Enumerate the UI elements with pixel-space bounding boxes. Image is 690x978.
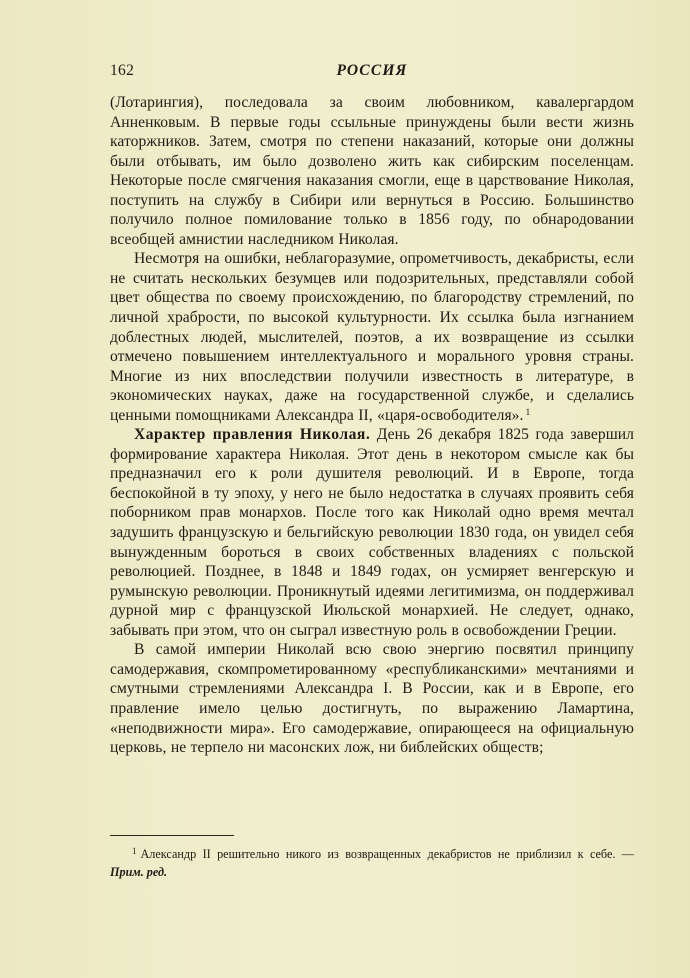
paragraph-1-text: (Лотарингия), последовала за своим любовником, кавалергардом Анненковым. В первые годы ссыльные принуждены были вести жизнь каторжников. Затем, смотря по степени наказаний, которые они должны были отбывать, им было дозволено жить как сибирским поселенцам. Некоторые после смягчения наказания смогли, еще в царствование Николая, поступить на службу в Сибири или вернуться в Россию. Большинство получило полное помилование только в 1856 году, по обнародовании всеобщей амнистии наследником Николая. <box>110 94 634 248</box>
paragraph-4 <box>110 640 634 757</box>
paragraph-3-text: День 26 декабря 1825 года завершил формирование характера Николая. Этот день в некотором смысле как бы предназначил его к роли душителя революций. И в Европе, тогда беспокойной в ту эпоху, у него не было недостатка в случаях проявить себя поборником прав монархов. После того как Николай одно время мечтал задушить французскую и бельгийскую революции 1830 года, он увидел себя вынужденным бороться в своих собственных владениях с польской революцией. Позднее, в 1848 и 1849 годах, он усмиряет венгерскую и румынскую революции. Проникнутый идеями легитимизма, он поддерживал дурной мир с французской Июльской монархией. Не следует, однако, забывать при этом, что он сыграл известную роль в освобождении Греции. <box>110 426 634 639</box>
paragraph-4-text: В самой империи Николай всю свою энергию посвятил принципу самодержавия, скомпрометированному «республиканскими» мечтаниями и смутными стремлениями Александра I. В России, как и в Европе, его правление имело целью достигнуть, по выражению Ламартина, «неподвижности мира». Его самодержавие, опирающееся на официальную церковь, не терпело ни масонских лож, ни библейских обществ; <box>110 641 634 757</box>
running-title: РОССИЯ <box>336 62 408 79</box>
footnote-mark: 1 <box>132 846 137 856</box>
footnote-text: Александр II решительно никого из возвращенных декабристов не приблизил к себе. — <box>140 847 634 861</box>
paragraph-2-text: Несмотря на ошибки, неблагоразумие, опрометчивость, декабристы, если не считать нескольких безумцев или подозрительных, представляли собой цвет общества по своему происхождению, по благородству стремлений, по личной храбрости, по высокой культурности. Их ссылка была изгнанием доблестных людей, мыслителей, поэтов, а их возвращение из ссылки отмечено повышением интеллектуального и морального уровня страны. Многие из них впоследствии получили известность в литературе, в экономических науках, даже на государственной службе, и сделались ценными помощниками Александра II, «царя-освободителя». <box>110 250 634 424</box>
footnote-reference: 1 <box>525 407 531 418</box>
footnote-signature: Прим. ред. <box>110 865 168 879</box>
section-heading: Характер правления Николая. <box>134 426 371 444</box>
paragraph-3 <box>110 425 634 640</box>
paragraph-2 <box>110 249 634 425</box>
page-header <box>110 62 634 84</box>
page-number: 162 <box>110 62 135 79</box>
paragraph-1 <box>110 93 634 249</box>
footnote-divider <box>110 835 234 836</box>
footnote <box>110 845 634 881</box>
body-text <box>110 93 634 758</box>
